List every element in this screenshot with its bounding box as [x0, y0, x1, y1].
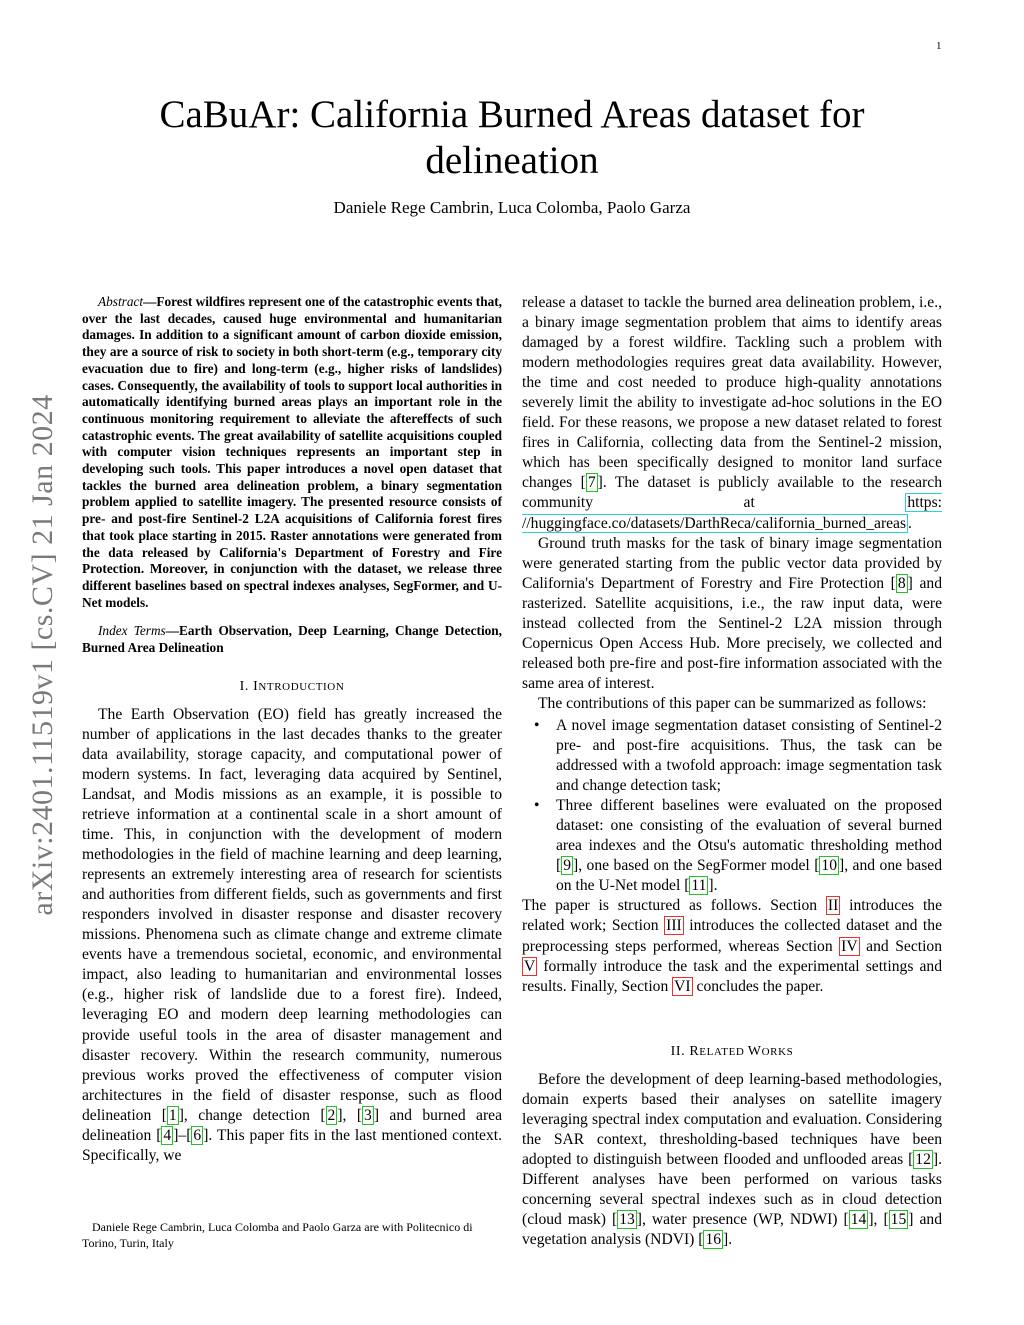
section-ref-link[interactable]: VI	[674, 977, 691, 995]
abstract-text: —Forest wildfires represent one of the catastrophic events that, over the last decades, caused huge environmental and humanitarian damages. In addition to a significant amount of carbon dioxide emission, they are a source of risk to society in both short-term (e.g., temporary city evacuation due to fire) and long-term (e.g., higher risks of landslides) cases. Consequently, the availability of tools to support local authorities in automatically identifying burned areas plays an important role in the continuous monitoring requirement to alleviate the aftereffects of such catastrophic events. The great availability of satellite acquisitions coupled with computer vision techniques represents an important step in developing such tools. This paper introduces a novel open dataset that tackles the burned area delineation problem, a binary segmentation problem applied to satellite imagery. The presented resource consists of pre- and post-fire Sentinel-2 L2A acquisitions of California forest fires that took place starting in 2015. Raster annotations were generated from the data released by California's Department of Forestry and Fire Protection. Moreover, in conjunction with the dataset, we release three different baselines based on spectral indexes analyses, SegFormer, and U-Net models.	[82, 294, 502, 610]
section-ref-link[interactable]: IV	[841, 937, 858, 955]
citation-link[interactable]: 1	[168, 1106, 177, 1124]
index-terms-text: —Earth Observation, Deep Learning, Change Detection, Burned Area Delineation	[82, 623, 502, 656]
intro-paragraph-5: The paper is structured as follows. Section II introduces the related work; Section III introduces the collected dataset and the preprocessing steps performed, whereas Section IV and Section V formally introduce the task and the experimental settings and results. Finally, Section VI concludes the paper.	[522, 897, 942, 995]
arxiv-identifier[interactable]: arXiv:2401.11519v1 [cs.CV] 21 Jan 2024	[26, 394, 59, 916]
citation-link[interactable]: 4	[163, 1126, 172, 1144]
citation-link[interactable]: 3	[364, 1106, 372, 1124]
paper-title	[100, 92, 924, 184]
citation-link[interactable]: 15	[890, 1211, 907, 1229]
related-works-block	[522, 1044, 942, 1250]
index-terms-label: Index Terms	[98, 623, 166, 639]
contributions-list	[522, 716, 942, 896]
abstract	[82, 294, 502, 611]
citation-link[interactable]: 9	[563, 857, 571, 875]
section-heading-related-works: II. RELATED WORKS	[670, 1044, 794, 1059]
citation-link[interactable]: 7	[587, 474, 596, 492]
index-terms	[82, 623, 502, 656]
citation-link[interactable]: 8	[897, 574, 906, 592]
abstract-label: Abstract	[98, 294, 144, 309]
right-column	[522, 293, 942, 997]
citation-link[interactable]: 12	[915, 1151, 931, 1169]
citation-link[interactable]: 11	[691, 877, 707, 895]
page-number: 1	[936, 40, 942, 52]
citation-link[interactable]: 13	[619, 1211, 635, 1229]
related-paragraph-1: Before the development of deep learning-based methodologies, domain experts based their analyses on satellite imagery leveraging spectral index computation and evaluation. Considering the SAR context, thresholding-based techniques have been adopted to distinguish between flooded and unflooded areas [ 12 ]. Different analyses have been performed on various tasks concerning several spectral indexes such as in cloud detection (cloud mask) [ 13 ], water presence (WP, NDWI) [ 14 ], [ 15 ] and vegetation analysis (NDVI) [ 16 ].	[522, 1071, 942, 1249]
section-heading-introduction: I. INTRODUCTION	[239, 678, 345, 694]
author-list: Daniele Rege Cambrin, Luca Colomba, Paolo Garza	[333, 198, 691, 217]
citation-link[interactable]: 14	[850, 1211, 867, 1229]
list-item: • Three different baselines were evaluated on the proposed dataset: one consisting of the evaluation of several burned area indexes and the Otsu's automatic thresholding method [ 9 ], one based on the SegFormer model [ 10 ], and one based on the U-Net model [ 11 ].	[522, 796, 942, 896]
section-ref-link[interactable]: V	[524, 957, 536, 975]
title-line-2: delineation	[425, 139, 599, 182]
section-ref-link[interactable]: III	[666, 917, 682, 935]
intro-paragraph-3: Ground truth masks for the task of binary image segmentation were generated starting from the public vector data provided by California's Department of Forestry and Fire Protection [ 8 ] and rasterized. Satellite acquisitions, i.e., the raw input data, were instead collected from the Sentinel-2 L2A mission through Copernicus Open Access Hub. More precisely, we collected and released both pre-fire and post-fire information associated with the same area of interest.	[522, 534, 942, 692]
citation-link[interactable]: 2	[327, 1106, 336, 1124]
left-column	[82, 294, 502, 1166]
citation-link[interactable]: 10	[821, 857, 837, 875]
intro-paragraph-1: The Earth Observation (EO) field has greatly increased the number of applications in the last decades thanks to the greater data availability, storage capacity, and computational power of modern systems. In fact, leveraging data acquired by Sentinel, Landsat, and Modis missions as an example, it is possible to retrieve information at a continental scale in a short amount of time. This, in conjunction with the development of modern methodologies in the field of machine learning and deep learning, represents an extremely interesting area of research for scientists and authorities from different fields, such as governments and first responders involved in disaster response and disaster recovery missions. Phenomena such as climate change and extreme climate events have a tremendous societal, economic, and environmental impact, also leading to humanitarian and environmental losses (e.g., higher risk of landslide due to a forest fire). Indeed, leveraging EO and modern deep learning methodologies can provide useful tools in the area of disaster management and disaster recovery. Within the research community, numerous previous works proved the effectiveness of computer vision architectures in the field of disaster response, such as flood delineation [ 1 ], change detection [ 2 ], [ 3 ] and burned area delineation [ 4 ]–[ 6 ]. This paper fits in the last mentioned context. Specifically, we	[82, 705, 503, 1164]
intro-paragraph-2: release a dataset to tackle the burned area delineation problem, i.e., a binary image segmentation problem that aims to identify areas damaged by a forest wildfire. Tackling such a problem with modern methodologies requires great data availability. However, the time and cost needed to produce high-quality annotations severely limit the ability to investigate ad-hoc solutions in the EO field. For these reasons, we propose a new dataset related to forest fires in California, collecting data from the Sentinel-2 mission, which has been specifically designed to monitor land surface changes [ 7 ]. The dataset is publicly available to the research community at https: //huggingface.co/datasets/DarthReca/california_burned_areas .	[522, 294, 942, 532]
footnote-affiliation: Daniele Rege Cambrin, Luca Colomba and Paolo Garza are with Politecnico di Torino, Turin, Italy	[82, 1220, 473, 1250]
dataset-url-link[interactable]: https: //huggingface.co/datasets/DarthReca/california_burned_areas	[522, 494, 942, 532]
list-item: • A novel image segmentation dataset consisting of Sentinel-2 pre- and post-fire acquisitions. Thus, the task can be addressed with a twofold approach: image segmentation task and change detection task;	[522, 716, 942, 796]
section-ref-link[interactable]: II	[827, 897, 839, 915]
citation-link[interactable]: 6	[193, 1126, 202, 1144]
citation-link[interactable]: 16	[705, 1231, 722, 1249]
intro-paragraph-4: The contributions of this paper can be summarized as follows:	[538, 694, 927, 712]
footnote	[82, 1219, 502, 1251]
title-line-1: CaBuAr: California Burned Areas dataset for	[159, 93, 865, 136]
